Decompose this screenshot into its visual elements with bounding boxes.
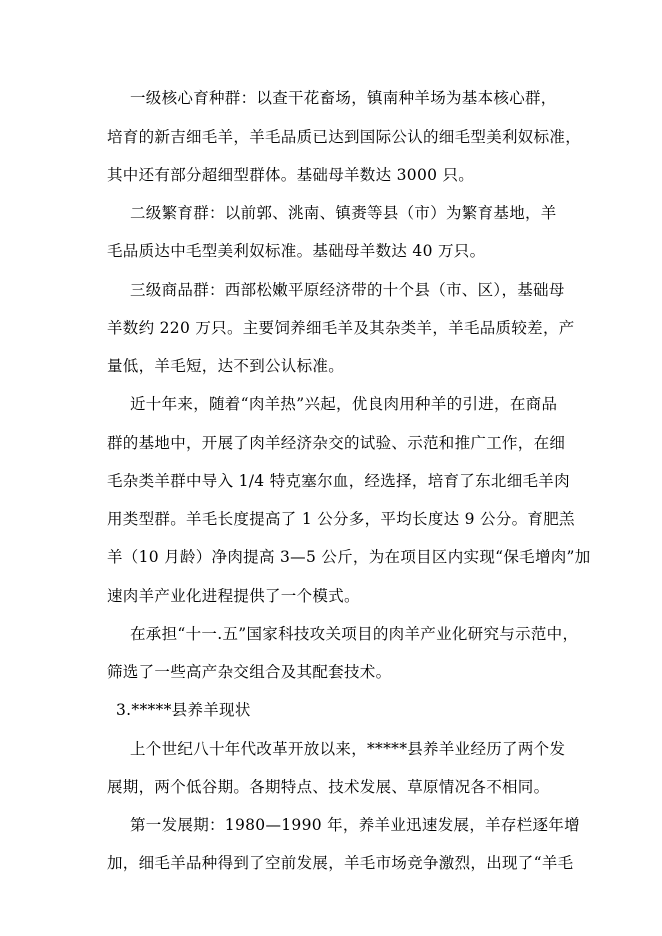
text-line: 用类型群。羊毛长度提高了 1 公分多，平均长度达 9 公分。育肥羔 bbox=[107, 510, 575, 528]
text-line: 上个世纪八十年代改革开放以来，*****县养羊业经历了两个发 bbox=[130, 740, 566, 758]
text-line: 一级核心育种群：以查干花畜场，镇南种羊场为基本核心群， bbox=[130, 89, 557, 107]
text-line: 速肉羊产业化进程提供了一个模式。 bbox=[107, 587, 360, 605]
text-line: 近十年来，随着“肉羊热”兴起，优良肉用种羊的引进，在商品 bbox=[130, 395, 558, 413]
text-line: 羊（10 月龄）净肉提高 3—5 公斤，为在项目区内实现“保毛增肉”加 bbox=[107, 548, 591, 566]
text-line: 二级繁育群：以前郭、洮南、镇赉等县（市）为繁育基地，羊 bbox=[130, 204, 557, 222]
text-line: 量低，羊毛短，达不到公认标准。 bbox=[107, 357, 345, 375]
text-line: 展期，两个低谷期。各期特点、技术发展、草原情况各不相同。 bbox=[107, 778, 550, 796]
text-line: 其中还有部分超细型群体。基础母羊数达 3000 只。 bbox=[107, 166, 475, 184]
text-line: 三级商品群：西部松嫩平原经济带的十个县（市、区），基础母 bbox=[130, 281, 565, 299]
text-line: 羊数约 220 万只。主要饲养细毛羊及其杂类羊，羊毛品质较差，产 bbox=[107, 319, 575, 337]
text-line: 第一发展期：1980—1990 年，养羊业迅速发展，羊存栏逐年增 bbox=[130, 816, 580, 834]
text-line: 群的基地中，开展了肉羊经济杂交的试验、示范和推广工作，在细 bbox=[107, 434, 566, 452]
text-line: 毛杂类羊群中导入 1/4 特克塞尔血，经选择，培育了东北细毛羊肉 bbox=[107, 472, 570, 490]
text-line: 筛选了一些高产杂交组合及其配套技术。 bbox=[107, 663, 392, 681]
text-line: 在承担“十一.五”国家科技攻关项目的肉羊产业化研究与示范中， bbox=[130, 625, 579, 643]
text-line: 加，细毛羊品种得到了空前发展，羊毛市场竞争激烈，出现了“羊毛 bbox=[107, 854, 574, 872]
section-heading: 3.*****县养羊现状 bbox=[116, 701, 251, 719]
text-line: 培育的新吉细毛羊，羊毛品质已达到国际公认的细毛型美利奴标准， bbox=[107, 128, 582, 146]
text-line: 毛品质达中毛型美利奴标准。基础母羊数达 40 万只。 bbox=[107, 242, 486, 260]
